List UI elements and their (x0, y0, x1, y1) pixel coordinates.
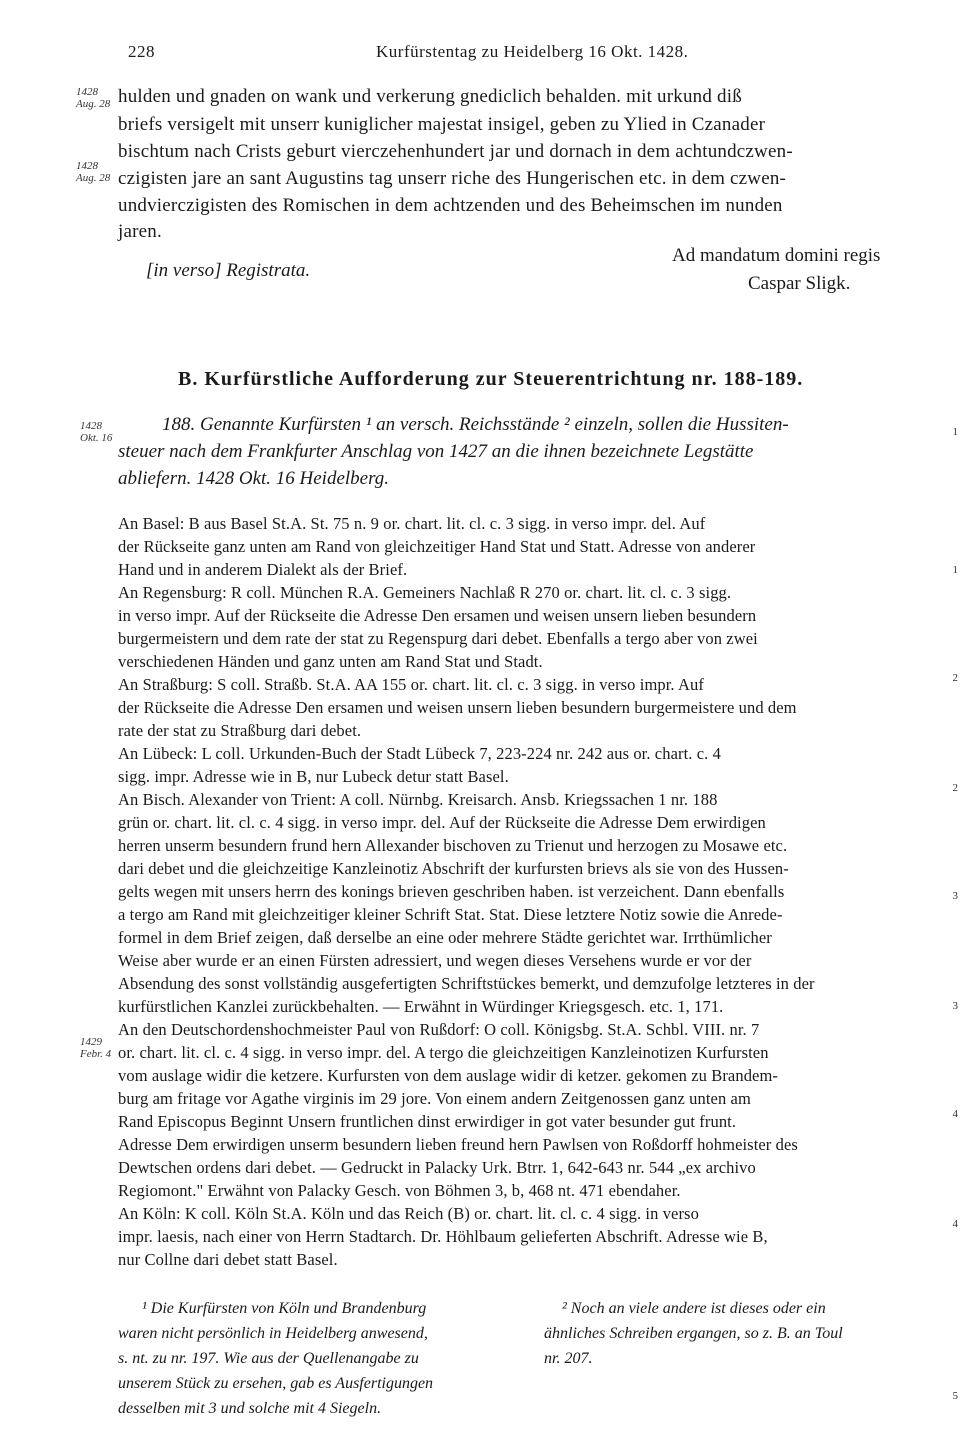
edge-mark: 5 (952, 1390, 958, 1402)
apparatus-line: or. chart. lit. cl. c. 4 sigg. in verso impr. del. A tergo die gleichzeitigen Kanzleinotizen Kurfursten (118, 1043, 769, 1062)
apparatus-line: vom auslage widir die ketzere. Kurfursten von dem auslage widir di ketzer. gekomen zu Brandem- (118, 1066, 779, 1085)
edge-mark: 3 (952, 890, 958, 902)
apparatus-line: Absendung des sonst vollständig ausgefertigten Schriftstückes bemerkt, und demzufolge letzteres in der (118, 974, 815, 993)
margin-note-date-3: 1428 Okt. 16 (80, 420, 113, 444)
apparatus-line: kurfürstlichen Kanzlei zurückbehalten. — Erwähnt in Würdinger Kriegsgesch. etc. 1, 171. (118, 997, 724, 1016)
apparatus-line: der Rückseite die Adresse Den ersamen und weisen unsern lieben besundern burgermeistere und dem (118, 698, 797, 717)
letter-line: briefs versigelt mit unserr kuniglicher majestat insigel, geben zu Ylied in Czanader (118, 114, 766, 135)
mandate-line: Ad mandatum domini regis (672, 245, 881, 266)
apparatus-line: burg am fritage vor Agathe virginis im 29 jore. Von einem andern Zeitgenossen ganz unten am (118, 1089, 751, 1108)
apparatus-line: a tergo am Rand mit gleichzeitiger kleiner Schrift Stat. Stat. Diese letztere Notiz sowie die Anrede- (118, 905, 783, 924)
section-title: B. Kurfürstliche Aufforderung zur Steuerentrichtung nr. 188-189. (178, 368, 804, 390)
letter-line: czigisten jare an sant Augustins tag unserr riche des Hungerischen etc. in dem czwen- (118, 168, 787, 189)
apparatus-line: gelts wegen mit unsers herrn des konings brieven geschriben haben. ist verzeichent. Dann ebenfalls (118, 882, 785, 901)
apparatus-line: An Köln: K coll. Köln St.A. Köln und das Reich (B) or. chart. lit. cl. c. 4 sigg. in verso (118, 1204, 699, 1223)
apparatus-line: herren unserm besundern frund hern Allexander bischoven zu Trienut und herzogen zu Mosawe etc. (118, 836, 788, 855)
apparatus-line: An Bisch. Alexander von Trient: A coll. Nürnbg. Kreisarch. Ansb. Kriegssachen 1 nr. 188 (118, 790, 718, 809)
apparatus-line: impr. laesis, nach einer von Herrn Stadtarch. Dr. Höhlbaum gelieferten Abschrift. Adresse wie B, (118, 1227, 768, 1246)
apparatus-line: der Rückseite ganz unten am Rand von gleichzeitiger Hand Stat und Statt. Adresse von anderer (118, 537, 756, 556)
letter-line: hulden und gnaden on wank und verkerung gnediclich behalden. mit urkund diß (118, 86, 742, 107)
edge-mark: 3 (952, 1000, 958, 1012)
document-heading-line: abliefern. 1428 Okt. 16 Heidelberg. (118, 468, 390, 489)
edge-mark: 2 (952, 782, 958, 794)
signature-name: Caspar Sligk. (748, 273, 851, 294)
apparatus-line: in verso impr. Auf der Rückseite die Adresse Den ersamen und weisen unsern lieben besundern (118, 606, 757, 625)
edge-mark: 4 (952, 1218, 958, 1230)
letter-line: bischtum nach Crists geburt vierczehenhundert jar und dornach in dem achtundczwen- (118, 141, 793, 162)
apparatus-line: burgermeistern und dem rate der stat zu Regenspurg dari debet. Ebenfalls a tergo aber von zwei (118, 629, 758, 648)
apparatus-line: Regiomont." Erwähnt von Palacky Gesch. von Böhmen 3, b, 468 nt. 471 ebendaher. (118, 1181, 681, 1200)
running-title: Kurfürstentag zu Heidelberg 16 Okt. 1428. (376, 42, 689, 61)
verso-note: [in verso] Registrata. (146, 260, 311, 281)
apparatus-line: Dewtschen ordens dari debet. — Gedruckt in Palacky Urk. Btrr. 1, 642-643 nr. 544 „ex archivo (118, 1158, 756, 1177)
apparatus-line: Weise aber wurde er an einen Fürsten adressiert, und wegen dieses Versehens wurde er vor der (118, 951, 752, 970)
edge-mark: 1 (952, 426, 958, 438)
apparatus-line: An Straßburg: S coll. Straßb. St.A. AA 155 or. chart. lit. cl. c. 3 sigg. in verso impr. Auf (118, 675, 704, 694)
apparatus-line: An Basel: B aus Basel St.A. St. 75 n. 9 or. chart. lit. cl. c. 3 sigg. in verso impr. del. Auf (118, 514, 706, 533)
margin-note-date-4: 1429 Febr. 4 (80, 1036, 112, 1060)
letter-line: jaren. (118, 221, 162, 242)
apparatus-line: An den Deutschordenshochmeister Paul von Rußdorf: O coll. Königsbg. St.A. Schbl. VIII. nr. 7 (118, 1020, 760, 1039)
margin-note-date-1: 1428 Aug. 28 (76, 86, 111, 110)
page-number: 228 (128, 42, 155, 61)
document-heading-line: steuer nach dem Frankfurter Anschlag von 1427 an die ihnen bezeichnete Legstätte (118, 441, 754, 462)
apparatus-line: An Regensburg: R coll. München R.A. Gemeiners Nachlaß R 270 or. chart. lit. cl. c. 3 sigg. (118, 583, 732, 602)
margin-note-date-2: 1428 Aug. 28 (76, 160, 111, 184)
edge-mark: 4 (952, 1108, 958, 1120)
document-heading-line: 188. Genannte Kurfürsten ¹ an versch. Reichsstände ² einzeln, sollen die Hussiten- (162, 414, 789, 435)
apparatus-line: grün or. chart. lit. cl. c. 4 sigg. in verso impr. del. Auf der Rückseite die Adresse Dem erwirdigen (118, 813, 766, 832)
apparatus-line: Rand Episcopus Beginnt Unsern fruntlichen dinst erwirdiger in got vater besunder gut frunt. (118, 1112, 737, 1131)
apparatus-line: nur Collne dari debet statt Basel. (118, 1250, 338, 1269)
apparatus-line: sigg. impr. Adresse wie in B, nur Lubeck detur statt Basel. (118, 767, 509, 786)
edge-mark: 2 (952, 672, 958, 684)
apparatus-line: formel in dem Brief zeigen, daß derselbe an eine oder mehrere Städte gerichtet war. Irrthümlicher (118, 928, 772, 947)
apparatus-line: verschiedenen Händen und ganz unten am Rand Stat und Stadt. (118, 652, 543, 671)
apparatus-line: An Lübeck: L coll. Urkunden-Buch der Stadt Lübeck 7, 223-224 nr. 242 aus or. chart. c. 4 (118, 744, 721, 763)
apparatus-line: rate der stat zu Straßburg dari debet. (118, 721, 362, 740)
letter-line: undvierczigisten des Romischen in dem achtzenden und des Beheimschen im nunden (118, 195, 783, 216)
apparatus-line: dari debet und die gleichzeitige Kanzleinotiz Abschrift der kurfursten brievs als sie von des Hussen- (118, 859, 789, 878)
apparatus-line: Adresse Dem erwirdigen unserm besundern lieben freund hern Pawlsen von Roßdorff hohmeister des (118, 1135, 798, 1154)
apparatus-line: Hand und in anderem Dialekt als der Brief. (118, 560, 408, 579)
edge-mark: 1 (952, 564, 958, 576)
